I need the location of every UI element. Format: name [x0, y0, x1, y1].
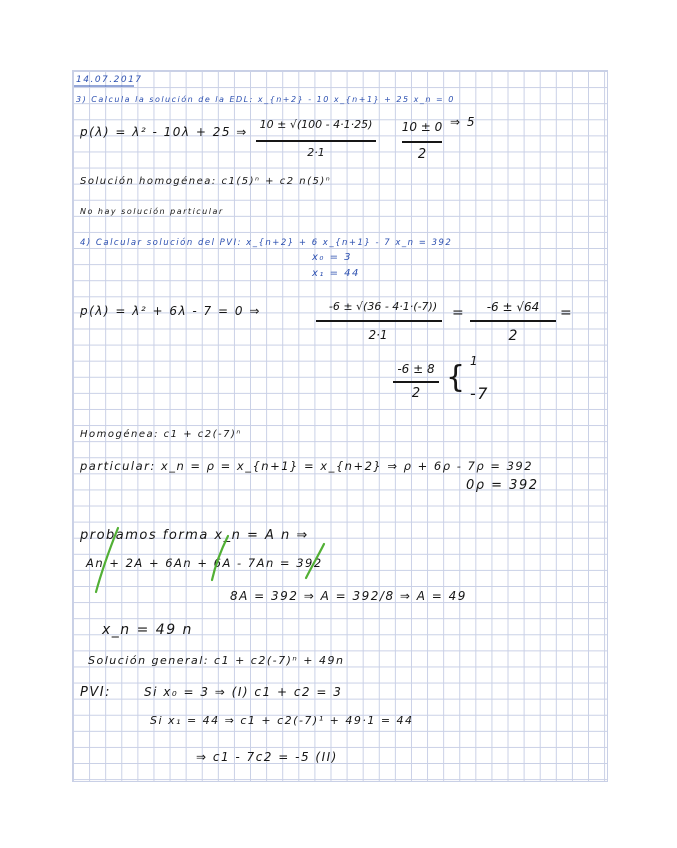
- ex4-eq-sign: =: [452, 305, 466, 321]
- ex3-root-arrow: ⇒ 5: [450, 115, 477, 129]
- ex4-roots-brace: {: [446, 360, 467, 395]
- ex3-root-numerator: 10 ± √(100 - 4·1·25): [259, 118, 373, 131]
- ex4-roots-denominator: 2: [411, 386, 421, 401]
- ex3-root-result-den: 2: [417, 147, 427, 162]
- date-heading: 14.07.2017: [76, 75, 143, 85]
- ex4-root-b: -7: [470, 384, 489, 403]
- ex3-no-particular: No hay solución particular: [80, 207, 224, 216]
- ex3-root-result-num: 10 ± 0: [401, 120, 443, 134]
- ex4-root2-numerator: -6 ± √64: [486, 300, 540, 314]
- ex4-root-a: 1: [470, 354, 480, 368]
- ex4-initial-x1: x₁ = 44: [312, 268, 360, 279]
- ex4-condition-3: ⇒ c1 - 7c2 = -5 (II): [196, 750, 338, 764]
- ex4-eq-sign-2: =: [560, 305, 574, 321]
- ex4-initial-x0: x₀ = 3: [312, 252, 353, 263]
- ex4-particular: particular: x_n = ρ = x_{n+1} = x_{n+2} ⇒ ρ + 6ρ - 7ρ = 392: [80, 459, 534, 473]
- ex4-general-solution: Solución general: c1 + c2(-7)ⁿ + 49n: [88, 654, 345, 667]
- ex4-substitution: An + 2A + 6An + 6A - 7An = 392: [86, 556, 323, 570]
- ex3-char-poly: p(λ) = λ² - 10λ + 25 ⇒: [80, 125, 248, 139]
- ex4-try-form: probamos forma x_n = A n ⇒: [80, 528, 309, 543]
- ex4-root2-bar: [470, 320, 556, 322]
- ex4-condition-2: Si x₁ = 44 ⇒ c1 + c2(-7)¹ + 49·1 = 44: [150, 714, 414, 727]
- ex4-particular-result: 0ρ = 392: [466, 478, 539, 493]
- ex3-root-denominator: 2·1: [307, 146, 325, 159]
- ex4-solve-a: 8A = 392 ⇒ A = 392/8 ⇒ A = 49: [230, 589, 467, 603]
- exercise-4-statement: 4) Calcular solución del PVI: x_{n+2} + 6 x_{n+1} - 7 x_n = 392: [80, 238, 453, 248]
- ex4-char-poly: p(λ) = λ² + 6λ - 7 = 0 ⇒: [80, 304, 261, 318]
- ex4-pvi-label: PVI:: [80, 685, 111, 700]
- ex3-fraction-bar: [256, 140, 376, 142]
- ex4-condition-1: Si x₀ = 3 ⇒ (I) c1 + c2 = 3: [144, 685, 343, 699]
- ex3-result-bar: [402, 141, 442, 143]
- ex4-particular-solution: x_n = 49 n: [102, 622, 193, 638]
- ex4-roots-numerator: -6 ± 8: [397, 362, 435, 376]
- exercise-3-statement: 3) Calcula la solución de la EDL: x_{n+2} - 10 x_{n+1} + 25 x_n = 0: [76, 95, 455, 104]
- ex4-root2-denominator: 2: [508, 328, 518, 344]
- ex4-root-numerator: -6 ± √(36 - 4·1·(-7)): [328, 300, 438, 313]
- ex4-fraction-bar: [316, 320, 442, 322]
- ex4-homogeneous: Homogénea: c1 + c2(-7)ⁿ: [80, 429, 242, 440]
- ex3-homogeneous: Solución homogénea: c1(5)ⁿ + c2 n(5)ⁿ: [80, 176, 332, 187]
- ex4-root-denominator: 2·1: [368, 328, 388, 342]
- ex4-roots-bar: [393, 381, 439, 383]
